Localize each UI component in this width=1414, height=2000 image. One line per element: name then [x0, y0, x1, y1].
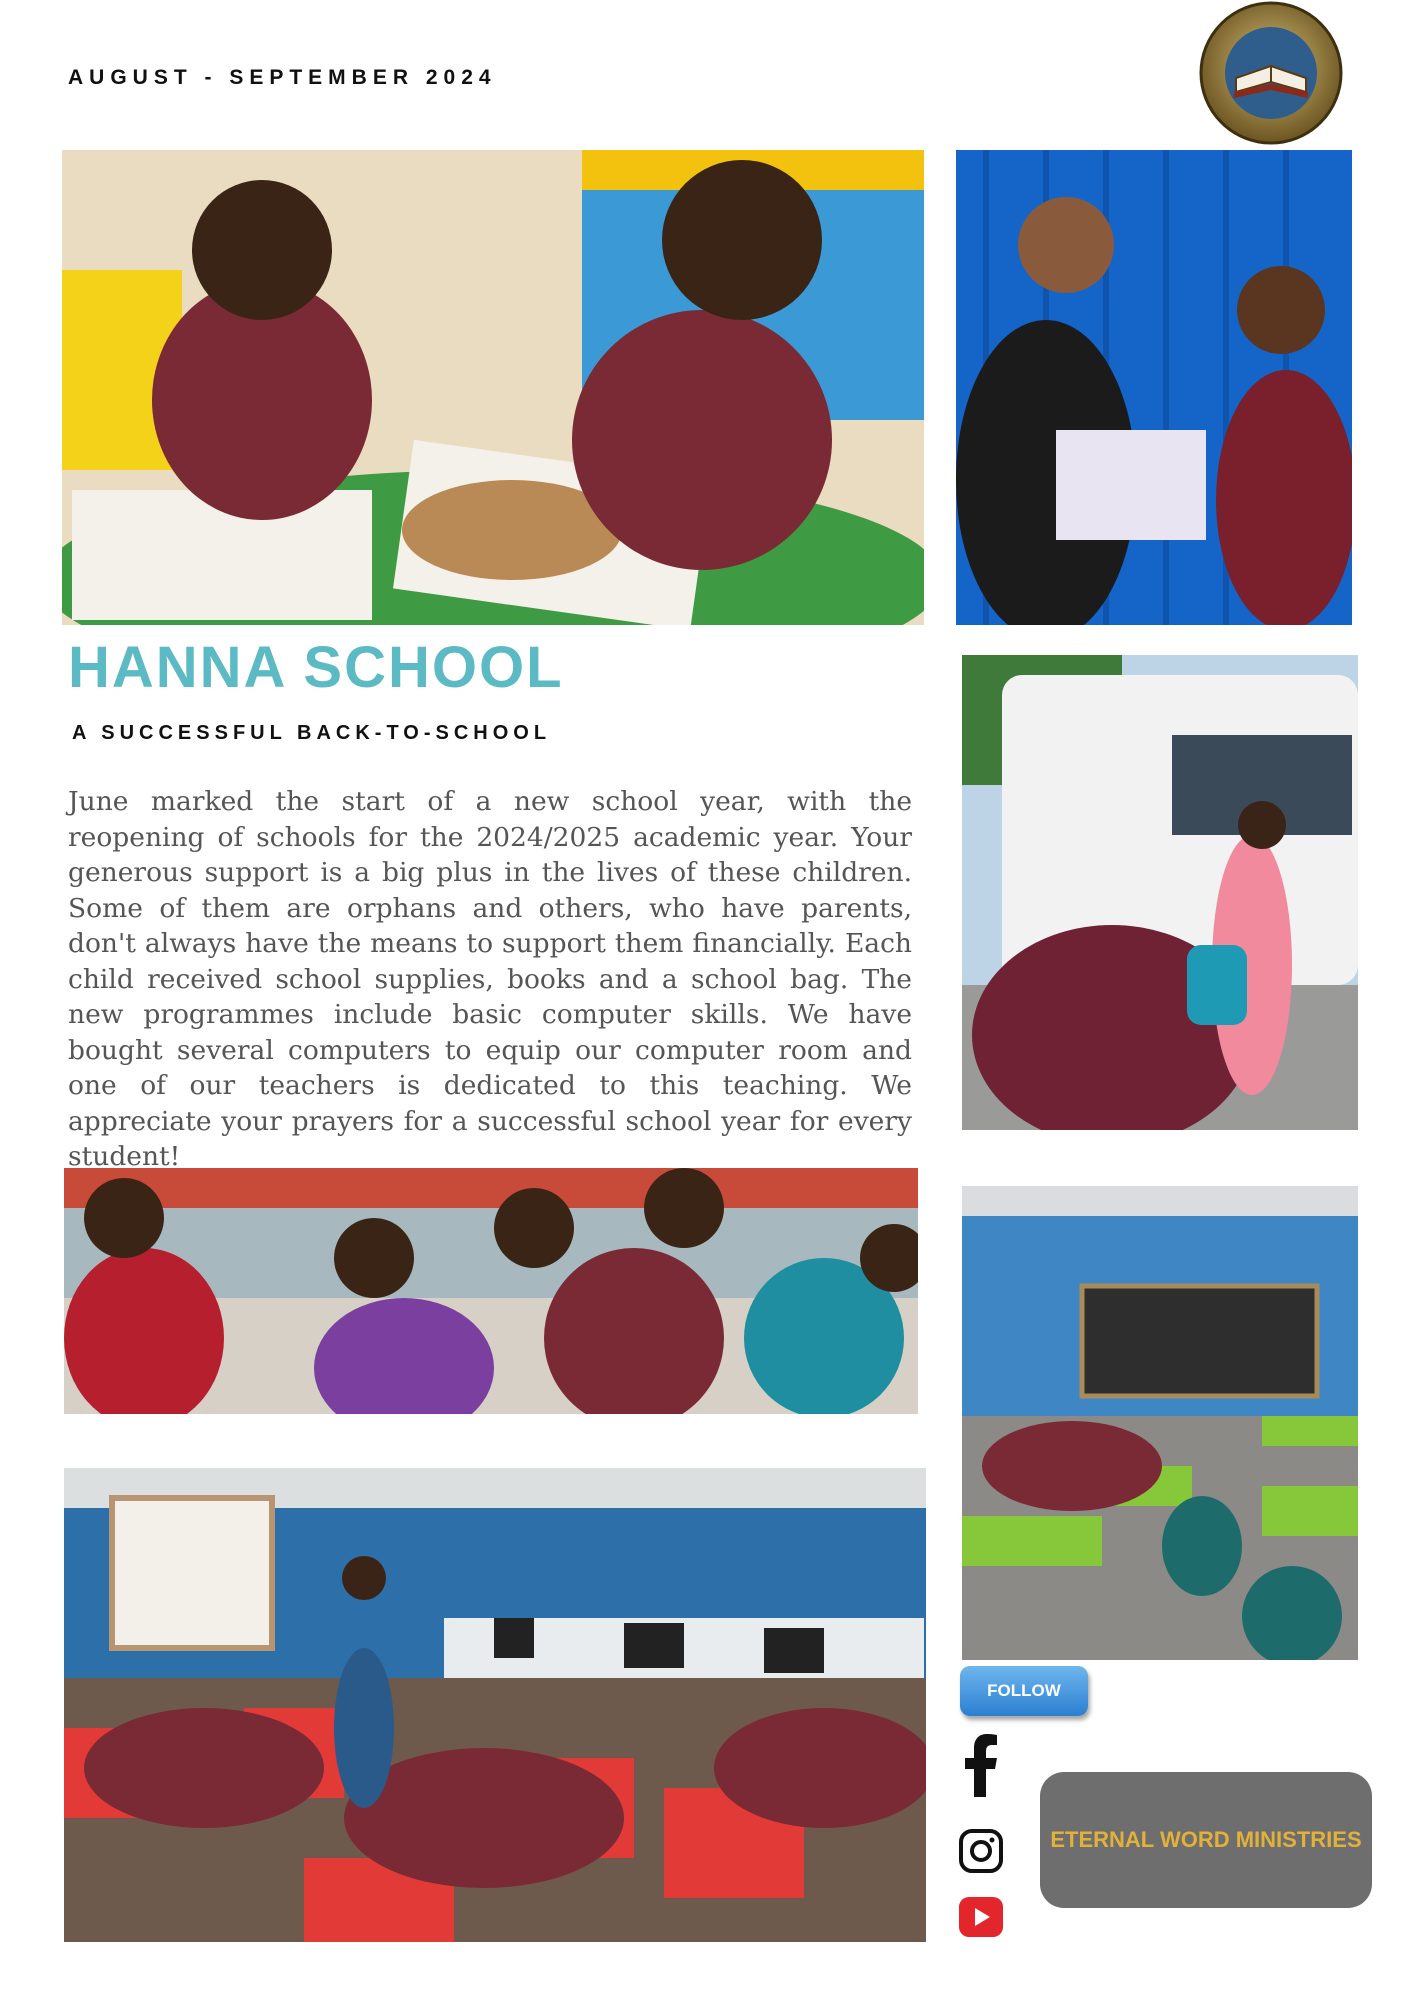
photo-computer-room — [64, 1468, 926, 1942]
instagram-icon[interactable] — [958, 1828, 1004, 1874]
article-subtitle: A SUCCESSFUL BACK-TO-SCHOOL — [72, 722, 552, 744]
issue-date: AUGUST - SEPTEMBER 2024 — [68, 66, 497, 89]
photo-children-with-bags — [64, 1168, 918, 1414]
article-body: June marked the start of a new school year, with the reopening of schools for the 2024/2025 academic year. Your generous support is a big plus in the lives of these children. Some of them are orphans and others, who have parents, don't always have the means to support them financially. Each child received school supplies, books and a school bag. The new programmes include basic computer skills. We have bought several computers to equip our computer room and one of our teachers is dedicated to this teaching. We appreciate your prayers for a successful school year for every student! — [68, 786, 912, 1172]
article-title: HANNA SCHOOL — [68, 635, 564, 700]
photo-children-at-van — [962, 655, 1358, 1130]
organization-name-badge[interactable]: ETERNAL WORD MINISTRIES — [1040, 1772, 1372, 1908]
photo-children-puzzles — [62, 150, 924, 625]
ministry-logo — [1198, 0, 1344, 146]
youtube-icon[interactable] — [958, 1894, 1004, 1940]
photo-teacher-giving-books — [956, 150, 1352, 625]
follow-button[interactable]: FOLLOW — [960, 1666, 1088, 1716]
facebook-icon[interactable] — [958, 1742, 1004, 1788]
photo-classroom-blackboard — [962, 1186, 1358, 1660]
